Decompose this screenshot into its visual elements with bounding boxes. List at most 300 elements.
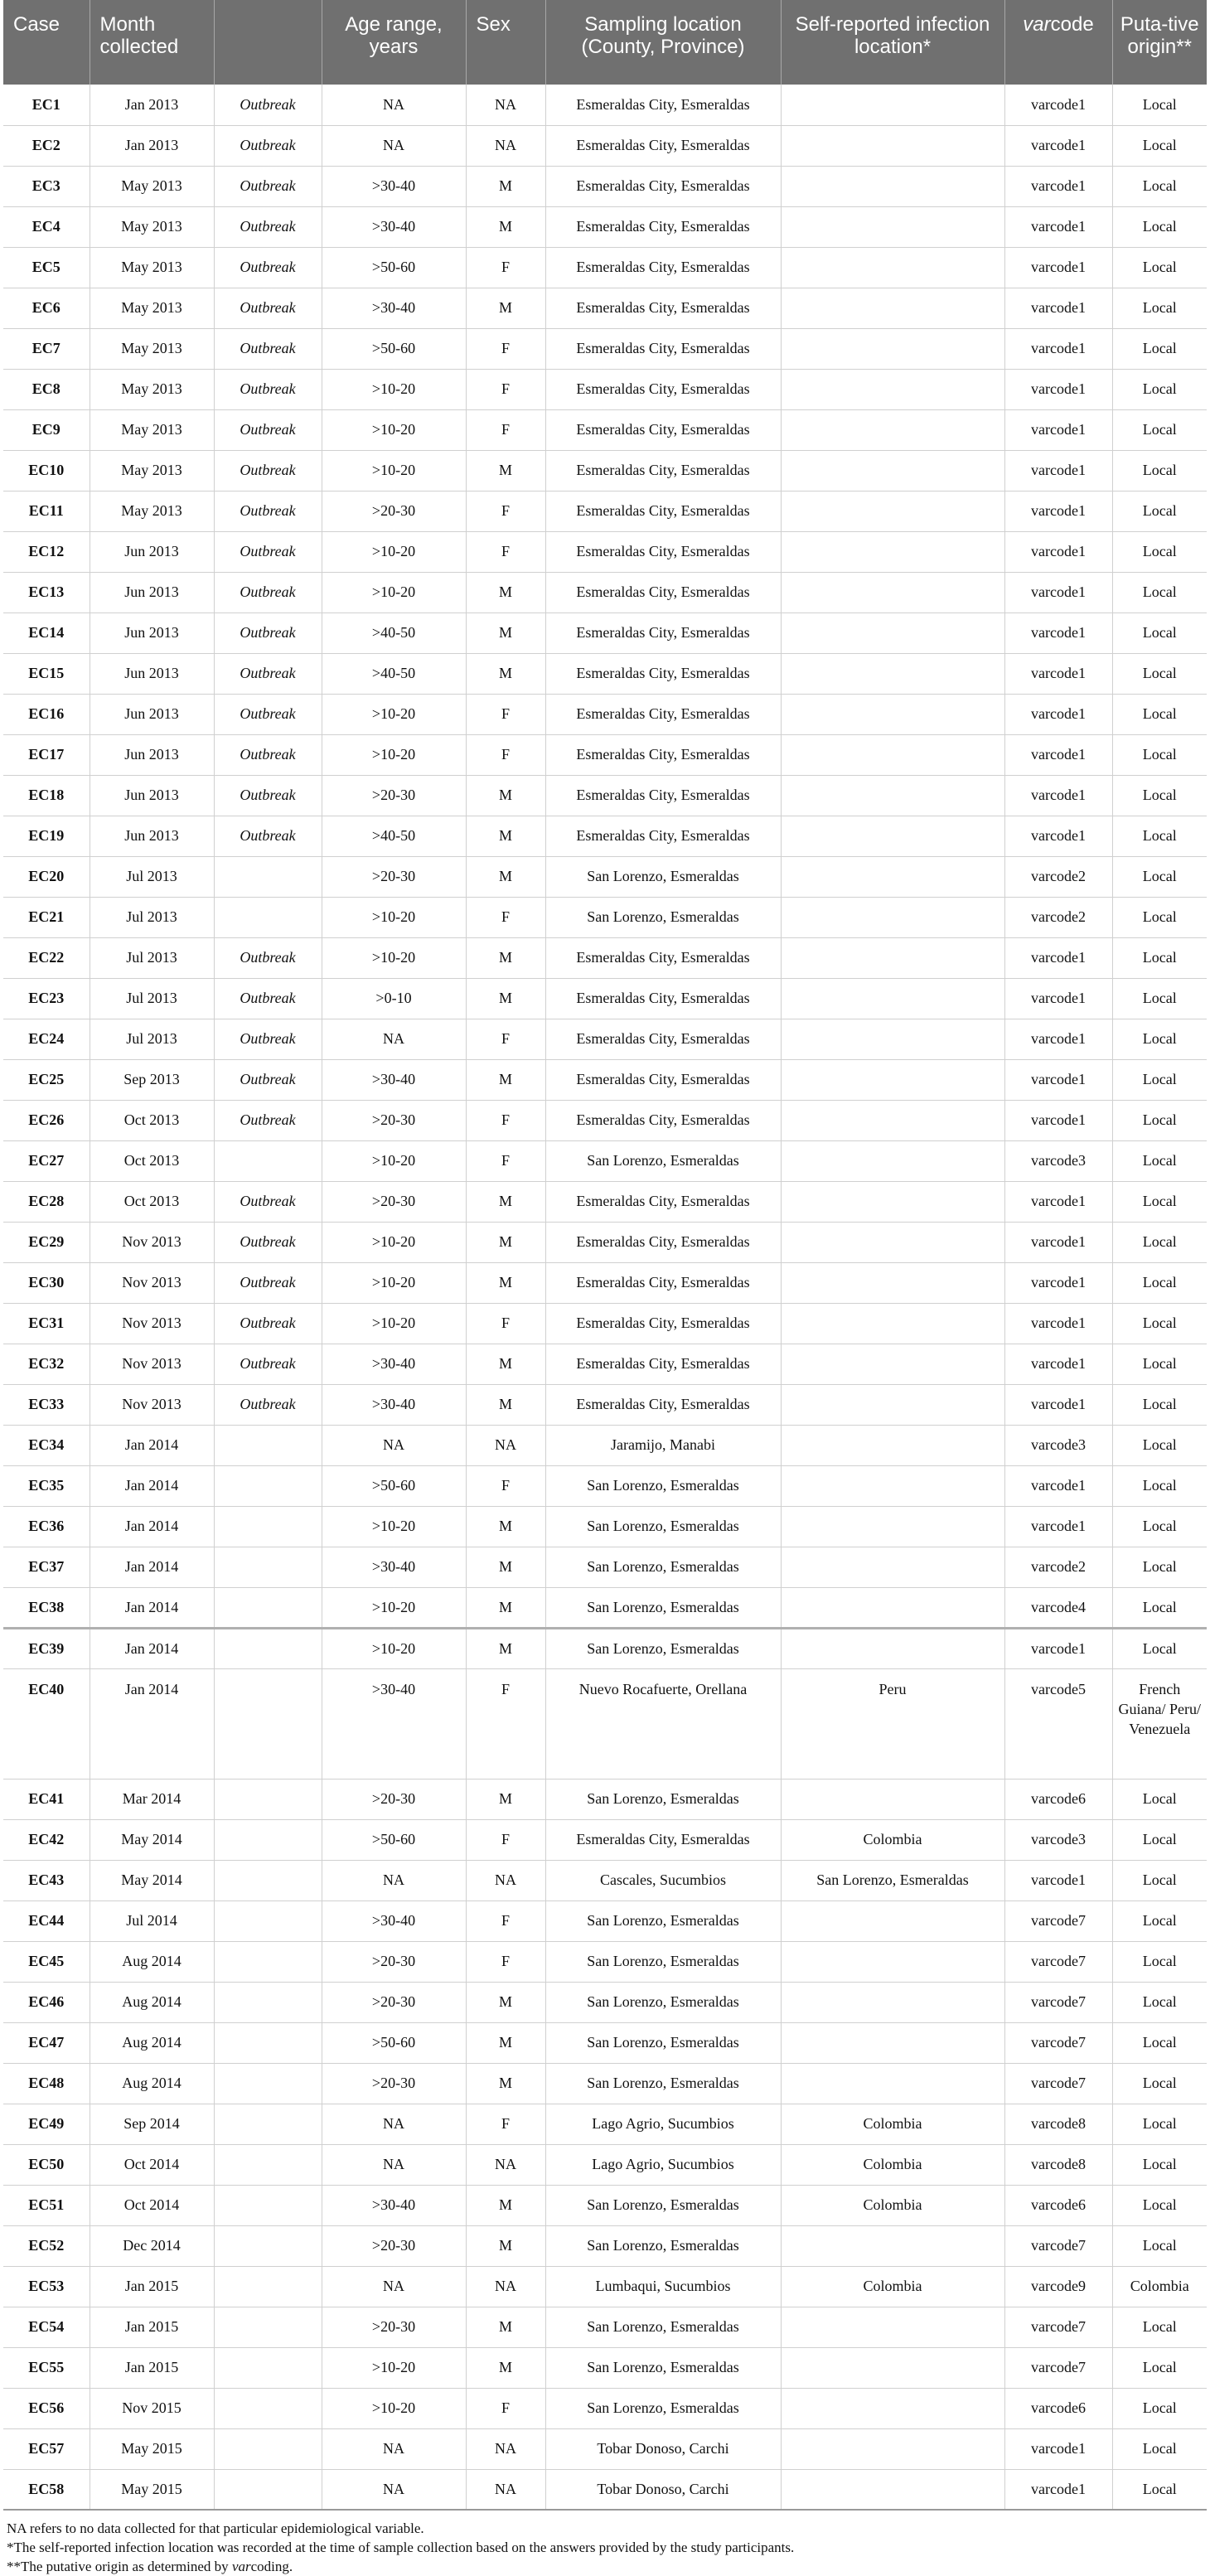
cell-case: EC5 [3,247,90,288]
cell-case: EC56 [3,2388,90,2428]
table-row [3,247,1207,288]
cell-age: >10-20 [322,2347,466,2388]
table-row [3,1779,1207,1819]
cell-sampling-location: San Lorenzo, Esmeraldas [545,1779,781,1819]
cell-status: Outbreak [214,125,322,166]
cell-status: Outbreak [214,734,322,775]
cell-status: Outbreak [214,491,322,531]
cell-sampling-location: Esmeraldas City, Esmeraldas [545,1819,781,1860]
table-row [3,1901,1207,1941]
table-row [3,1181,1207,1222]
cell-infection-location: Colombia [781,2144,1004,2185]
cell-sex: F [466,734,545,775]
cell-sampling-location: Esmeraldas City, Esmeraldas [545,125,781,166]
cell-infection-location [781,1506,1004,1547]
cell-varcode: varcode1 [1004,1222,1112,1262]
cell-putative-origin: Local [1112,1222,1207,1262]
table-body [3,85,1207,2510]
cell-putative-origin: Local [1112,1587,1207,1628]
cell-sex: F [466,1668,545,1779]
cell-case: EC44 [3,1901,90,1941]
cell-sampling-location: San Lorenzo, Esmeraldas [545,897,781,937]
cell-age: >10-20 [322,1587,466,1628]
cell-sex: M [466,1628,545,1668]
cell-status [214,1587,322,1628]
table-row [3,572,1207,613]
cell-case: EC7 [3,328,90,369]
table-row [3,1547,1207,1587]
cell-age: NA [322,2104,466,2144]
cell-sampling-location: Esmeraldas City, Esmeraldas [545,775,781,816]
table-row [3,1262,1207,1303]
cell-status [214,2347,322,2388]
cell-varcode: varcode1 [1004,1059,1112,1100]
header-varcode-rest: code [1050,13,1094,36]
cell-sampling-location: Esmeraldas City, Esmeraldas [545,1100,781,1140]
cell-sex: M [466,937,545,978]
table-row [3,1140,1207,1181]
cell-putative-origin: Local [1112,1819,1207,1860]
table-row [3,2022,1207,2063]
cell-varcode: varcode7 [1004,2307,1112,2347]
cell-month: Jul 2013 [90,897,214,937]
cell-sex: NA [466,2144,545,2185]
cell-age: >40-50 [322,816,466,856]
cell-month: Oct 2013 [90,1140,214,1181]
cell-case: EC50 [3,2144,90,2185]
cell-month: Nov 2013 [90,1344,214,1384]
cell-sex: M [466,653,545,694]
cell-age: >20-30 [322,2225,466,2266]
table-row [3,450,1207,491]
header-infection-location: Self-reported infection location* [781,0,1004,85]
cell-case: EC3 [3,166,90,206]
cell-varcode: varcode7 [1004,2225,1112,2266]
cell-age: >20-30 [322,1941,466,1982]
cell-status: Outbreak [214,288,322,328]
cell-sampling-location: Lumbaqui, Sucumbios [545,2266,781,2307]
cell-status [214,2022,322,2063]
cell-varcode: varcode1 [1004,85,1112,125]
cell-status [214,2307,322,2347]
cell-infection-location [781,1019,1004,1059]
cell-sampling-location: Esmeraldas City, Esmeraldas [545,247,781,288]
cell-putative-origin: Local [1112,491,1207,531]
cell-status [214,856,322,897]
cell-sex: NA [466,2266,545,2307]
cell-infection-location [781,897,1004,937]
cell-age: >20-30 [322,1982,466,2022]
footnotes [3,2511,1207,2576]
cell-month: Sep 2014 [90,2104,214,2144]
table-row [3,531,1207,572]
cell-putative-origin: Local [1112,1628,1207,1668]
cell-age: >50-60 [322,247,466,288]
cell-status: Outbreak [214,937,322,978]
cell-putative-origin: Local [1112,2469,1207,2510]
cell-case: EC24 [3,1019,90,1059]
cell-status [214,1819,322,1860]
cell-status: Outbreak [214,409,322,450]
cell-age: NA [322,1019,466,1059]
table-row [3,1465,1207,1506]
cell-sampling-location: Jaramijo, Manabi [545,1425,781,1465]
cell-varcode: varcode1 [1004,613,1112,653]
cell-putative-origin: Local [1112,897,1207,937]
cell-sampling-location: Esmeraldas City, Esmeraldas [545,978,781,1019]
cell-age: >10-20 [322,897,466,937]
cell-case: EC14 [3,613,90,653]
cell-case: EC45 [3,1941,90,1982]
cell-sex: F [466,2104,545,2144]
table-row [3,1506,1207,1547]
cell-varcode: varcode4 [1004,1587,1112,1628]
cell-infection-location [781,2022,1004,2063]
cell-month: May 2013 [90,247,214,288]
cell-status [214,1465,322,1506]
cell-varcode: varcode7 [1004,2022,1112,2063]
cell-varcode: varcode1 [1004,937,1112,978]
cell-age: >10-20 [322,531,466,572]
cell-putative-origin: Local [1112,2104,1207,2144]
cell-age: >20-30 [322,856,466,897]
cell-status: Outbreak [214,247,322,288]
cell-case: EC34 [3,1425,90,1465]
cell-varcode: varcode1 [1004,531,1112,572]
cell-case: EC1 [3,85,90,125]
cell-status: Outbreak [214,1303,322,1344]
cell-age: >10-20 [322,1140,466,1181]
cell-infection-location [781,2307,1004,2347]
cell-infection-location [781,1140,1004,1181]
cell-case: EC6 [3,288,90,328]
cell-varcode: varcode1 [1004,572,1112,613]
cell-putative-origin: Local [1112,856,1207,897]
cell-case: EC23 [3,978,90,1019]
cell-putative-origin: Local [1112,2347,1207,2388]
cell-month: Jun 2013 [90,694,214,734]
cell-case: EC43 [3,1860,90,1901]
cell-sex: F [466,369,545,409]
cell-putative-origin: Local [1112,1941,1207,1982]
cell-month: May 2013 [90,206,214,247]
table-row [3,1941,1207,1982]
cell-infection-location: Colombia [781,2185,1004,2225]
footnote-double-star-italic: var [231,2559,251,2574]
cell-varcode: varcode1 [1004,328,1112,369]
cell-status [214,2185,322,2225]
cell-sex: NA [466,2469,545,2510]
cell-sex: NA [466,85,545,125]
cell-infection-location [781,978,1004,1019]
cell-infection-location [781,2225,1004,2266]
cell-putative-origin: Local [1112,2022,1207,2063]
cell-putative-origin: Local [1112,288,1207,328]
cell-age: >20-30 [322,775,466,816]
table-row [3,694,1207,734]
cell-month: May 2014 [90,1819,214,1860]
cell-sex: NA [466,2428,545,2469]
cell-age: >10-20 [322,572,466,613]
cell-varcode: varcode2 [1004,1547,1112,1587]
cell-sex: M [466,572,545,613]
cell-sex: M [466,206,545,247]
cell-varcode: varcode8 [1004,2104,1112,2144]
cell-age: >20-30 [322,2063,466,2104]
cell-infection-location [781,1222,1004,1262]
cell-sampling-location: Esmeraldas City, Esmeraldas [545,1303,781,1344]
cell-month: Jul 2013 [90,937,214,978]
cell-putative-origin: Local [1112,2225,1207,2266]
cell-putative-origin: Local [1112,1506,1207,1547]
table-row [3,206,1207,247]
cell-month: May 2015 [90,2428,214,2469]
cell-sampling-location: San Lorenzo, Esmeraldas [545,1547,781,1587]
cell-case: EC26 [3,1100,90,1140]
cell-varcode: varcode1 [1004,1303,1112,1344]
cell-month: Jan 2013 [90,85,214,125]
cell-infection-location: Colombia [781,1819,1004,1860]
cell-case: EC29 [3,1222,90,1262]
cell-infection-location [781,369,1004,409]
cell-sex: M [466,288,545,328]
cell-status: Outbreak [214,978,322,1019]
cell-sex: M [466,450,545,491]
cell-infection-location [781,694,1004,734]
cell-status: Outbreak [214,1222,322,1262]
cell-varcode: varcode1 [1004,653,1112,694]
cell-varcode: varcode1 [1004,1628,1112,1668]
cell-putative-origin: Local [1112,328,1207,369]
cell-case: EC8 [3,369,90,409]
cell-status: Outbreak [214,816,322,856]
cell-varcode: varcode1 [1004,166,1112,206]
cell-case: EC10 [3,450,90,491]
data-table [3,0,1207,2511]
cell-putative-origin: Local [1112,1019,1207,1059]
cell-sampling-location: San Lorenzo, Esmeraldas [545,1941,781,1982]
table-row [3,1425,1207,1465]
cell-case: EC27 [3,1140,90,1181]
cell-putative-origin: Local [1112,1547,1207,1587]
cell-case: EC18 [3,775,90,816]
cell-sex: F [466,1819,545,1860]
cell-infection-location [781,1628,1004,1668]
cell-sampling-location: Esmeraldas City, Esmeraldas [545,572,781,613]
cell-sampling-location: Esmeraldas City, Esmeraldas [545,1059,781,1100]
table-row [3,166,1207,206]
header-sex: Sex [466,0,545,85]
cell-sex: M [466,856,545,897]
table-row [3,1860,1207,1901]
cell-month: Jun 2013 [90,572,214,613]
cell-sex: F [466,2388,545,2428]
table-row [3,978,1207,1019]
cell-infection-location [781,288,1004,328]
cell-case: EC21 [3,897,90,937]
cell-infection-location [781,531,1004,572]
cell-age: >10-20 [322,734,466,775]
table-row [3,1819,1207,1860]
cell-month: Mar 2014 [90,1779,214,1819]
cell-age: >10-20 [322,694,466,734]
cell-sex: M [466,1384,545,1425]
cell-month: Nov 2015 [90,2388,214,2428]
cell-case: EC48 [3,2063,90,2104]
cell-case: EC17 [3,734,90,775]
cell-varcode: varcode6 [1004,1779,1112,1819]
cell-age: NA [322,85,466,125]
cell-varcode: varcode7 [1004,2347,1112,2388]
cell-varcode: varcode1 [1004,1344,1112,1384]
cell-infection-location [781,206,1004,247]
cell-case: EC15 [3,653,90,694]
cell-age: >50-60 [322,2022,466,2063]
table-row [3,369,1207,409]
cell-putative-origin: Local [1112,2063,1207,2104]
cell-month: Jun 2013 [90,775,214,816]
cell-status: Outbreak [214,775,322,816]
cell-age: >30-40 [322,288,466,328]
cell-age: >50-60 [322,328,466,369]
cell-age: >30-40 [322,1901,466,1941]
cell-month: May 2013 [90,409,214,450]
cell-month: Dec 2014 [90,2225,214,2266]
cell-case: EC22 [3,937,90,978]
cell-age: NA [322,125,466,166]
cell-putative-origin: Local [1112,734,1207,775]
cell-sex: M [466,2347,545,2388]
footnote-double-star [7,2557,1207,2576]
cell-sex: NA [466,1425,545,1465]
cell-case: EC16 [3,694,90,734]
table-row [3,2063,1207,2104]
cell-varcode: varcode1 [1004,1100,1112,1140]
cell-sex: M [466,2225,545,2266]
cell-sampling-location: Lago Agrio, Sucumbios [545,2144,781,2185]
table-row [3,856,1207,897]
cell-case: EC46 [3,1982,90,2022]
cell-month: Jan 2014 [90,1547,214,1587]
cell-putative-origin: Local [1112,369,1207,409]
cell-infection-location [781,1982,1004,2022]
cell-month: Jul 2013 [90,978,214,1019]
cell-infection-location [781,85,1004,125]
cell-sex: F [466,1019,545,1059]
table-wrapper [3,0,1207,2576]
cell-varcode: varcode1 [1004,694,1112,734]
cell-status: Outbreak [214,1100,322,1140]
cell-sampling-location: San Lorenzo, Esmeraldas [545,1901,781,1941]
cell-sex: M [466,775,545,816]
cell-varcode: varcode1 [1004,1860,1112,1901]
footnote-double-star-before: **The putative origin as determined by [7,2559,232,2574]
header-case: Case [3,0,90,85]
cell-status: Outbreak [214,1344,322,1384]
cell-sex: M [466,1506,545,1547]
header-sampling-location: Sampling location (County, Province) [545,0,781,85]
cell-age: >30-40 [322,1547,466,1587]
cell-sampling-location: Esmeraldas City, Esmeraldas [545,166,781,206]
cell-infection-location [781,1384,1004,1425]
cell-sampling-location: Tobar Donoso, Carchi [545,2428,781,2469]
table-row [3,2469,1207,2510]
cell-status: Outbreak [214,1262,322,1303]
cell-status [214,1425,322,1465]
cell-sex: M [466,2022,545,2063]
cell-month: Jan 2014 [90,1587,214,1628]
cell-putative-origin: Local [1112,1779,1207,1819]
cell-month: Nov 2013 [90,1384,214,1425]
cell-case: EC12 [3,531,90,572]
cell-infection-location [781,328,1004,369]
cell-sex: NA [466,1860,545,1901]
cell-sex: F [466,897,545,937]
cell-infection-location: Peru [781,1668,1004,1779]
table-row [3,1587,1207,1628]
cell-month: Nov 2013 [90,1262,214,1303]
table-row [3,2266,1207,2307]
cell-sampling-location: San Lorenzo, Esmeraldas [545,2347,781,2388]
cell-putative-origin: Local [1112,409,1207,450]
cell-infection-location [781,1262,1004,1303]
table-row [3,2225,1207,2266]
cell-infection-location [781,1181,1004,1222]
cell-case: EC57 [3,2428,90,2469]
cell-varcode: varcode6 [1004,2388,1112,2428]
cell-putative-origin: Local [1112,1262,1207,1303]
cell-month: Jan 2014 [90,1425,214,1465]
cell-status [214,1628,322,1668]
cell-sex: M [466,1059,545,1100]
cell-sex: M [466,816,545,856]
table-header [3,0,1207,85]
cell-infection-location [781,856,1004,897]
cell-month: Jan 2014 [90,1628,214,1668]
table-row [3,937,1207,978]
cell-sampling-location: Esmeraldas City, Esmeraldas [545,937,781,978]
cell-putative-origin: Local [1112,85,1207,125]
cell-infection-location [781,491,1004,531]
cell-infection-location: Colombia [781,2104,1004,2144]
cell-sampling-location: Esmeraldas City, Esmeraldas [545,1019,781,1059]
table-row [3,1628,1207,1668]
cell-case: EC32 [3,1344,90,1384]
cell-case: EC13 [3,572,90,613]
table-row [3,1344,1207,1384]
cell-month: Jun 2013 [90,653,214,694]
cell-sampling-location: Esmeraldas City, Esmeraldas [545,85,781,125]
cell-status [214,1860,322,1901]
cell-age: >30-40 [322,166,466,206]
cell-status [214,1547,322,1587]
cell-putative-origin: Local [1112,1860,1207,1901]
table-row [3,288,1207,328]
cell-infection-location [781,1059,1004,1100]
cell-month: Jan 2014 [90,1506,214,1547]
cell-status: Outbreak [214,85,322,125]
cell-sampling-location: San Lorenzo, Esmeraldas [545,2388,781,2428]
cell-status: Outbreak [214,572,322,613]
cell-putative-origin: Local [1112,816,1207,856]
cell-sex: F [466,409,545,450]
cell-month: May 2013 [90,491,214,531]
cell-status: Outbreak [214,694,322,734]
cell-sampling-location: Esmeraldas City, Esmeraldas [545,1384,781,1425]
cell-sampling-location: San Lorenzo, Esmeraldas [545,1465,781,1506]
cell-sex: F [466,247,545,288]
cell-putative-origin: Local [1112,166,1207,206]
